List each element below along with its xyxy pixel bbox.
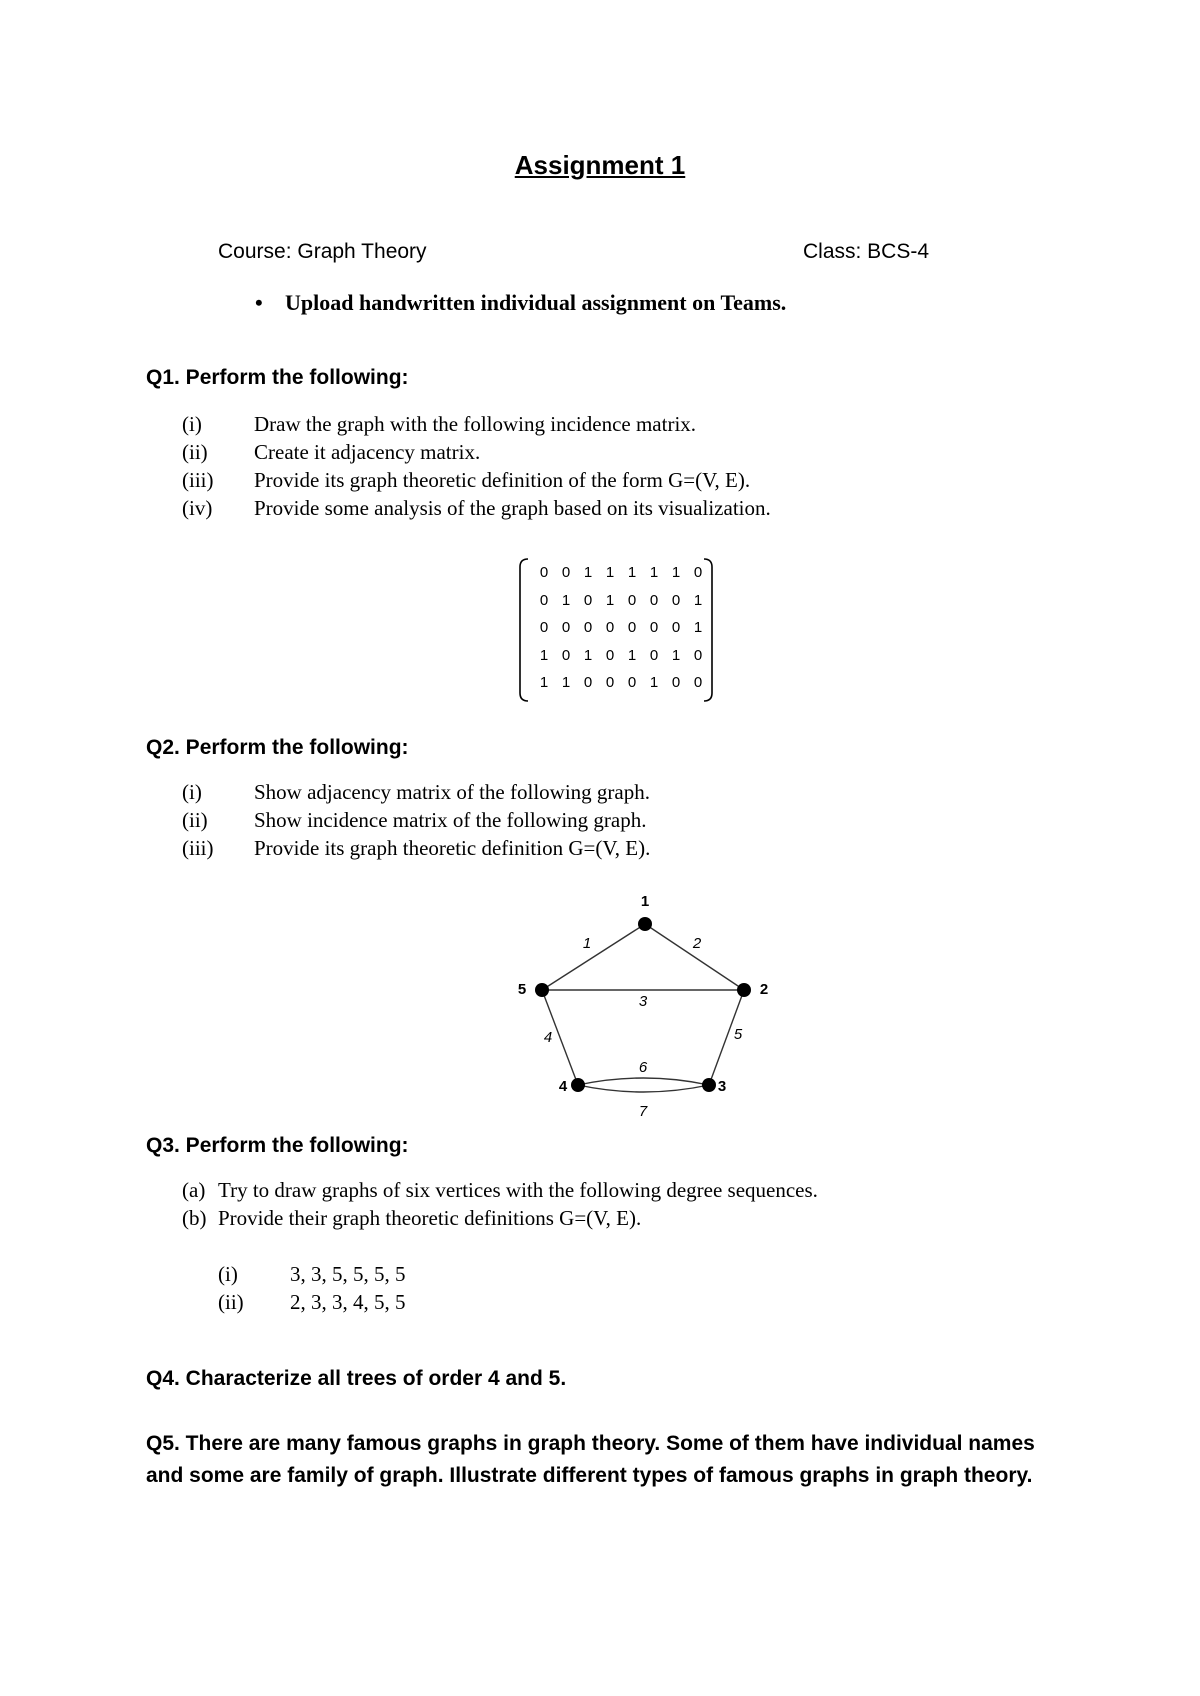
course-label: Course: Graph Theory: [218, 240, 427, 263]
page-title: Assignment 1: [514, 150, 686, 180]
vertex-label: 5: [517, 980, 527, 998]
matrix-cell: 0: [693, 674, 703, 691]
matrix-cell: 1: [627, 646, 637, 664]
item-text: Draw the graph with the following incidence matrix.: [254, 412, 697, 436]
q5-text: Q5. There are many famous graphs in graph theory. Some of them have individual names and some are family of graph. Illustrate different types of famous graphs in graph theory.: [146, 1432, 1035, 1487]
matrix-cell: 0: [627, 591, 637, 609]
matrix-cell: 0: [671, 619, 681, 636]
matrix-cell: 1: [627, 564, 637, 581]
matrix-cell: 0: [649, 646, 659, 664]
matrix-cell: 1: [605, 564, 615, 581]
item-number: (iv): [182, 496, 213, 520]
matrix-cell: 1: [649, 564, 659, 581]
edge-label: 4: [543, 1028, 553, 1046]
vertex-label: 4: [558, 1077, 568, 1095]
matrix-cell: 0: [605, 674, 615, 691]
part-label: (b): [182, 1206, 207, 1230]
degree-sequence: 2, 3, 3, 4, 5, 5: [290, 1290, 406, 1314]
matrix-cell: 0: [693, 564, 703, 581]
matrix-cell: 0: [539, 619, 549, 636]
vertex-label: 1: [640, 892, 650, 910]
item-text: Show incidence matrix of the following graph.: [254, 808, 647, 832]
edge-label: 1: [582, 934, 592, 952]
graph-vertex: [571, 1078, 585, 1092]
graph-vertex: [702, 1078, 716, 1092]
matrix-cell: 1: [671, 646, 681, 664]
class-label: Class: BCS-4: [803, 240, 930, 263]
matrix-cell: 0: [671, 591, 681, 609]
matrix-cell: 0: [561, 564, 571, 581]
matrix-cell: 0: [671, 674, 681, 691]
edge-label: 5: [733, 1025, 743, 1043]
q4-text: Q4. Characterize all trees of order 4 and 5.: [146, 1367, 567, 1390]
matrix-cell: 1: [693, 619, 703, 636]
edge-label: 7: [638, 1102, 648, 1120]
graph-vertex: [737, 983, 751, 997]
item-number: (ii): [218, 1290, 244, 1314]
matrix-cell: 1: [671, 564, 681, 581]
matrix-cell: 1: [561, 591, 571, 609]
matrix-cell: 0: [561, 646, 571, 664]
matrix-cell: 0: [539, 564, 549, 581]
matrix-cell: 1: [649, 674, 659, 691]
item-number: (iii): [182, 836, 214, 860]
edge-label: 6: [638, 1058, 648, 1076]
matrix-cell: 1: [693, 591, 703, 609]
item-text: Create it adjacency matrix.: [254, 440, 481, 464]
matrix-cell: 1: [539, 646, 549, 664]
q2-heading: Q2. Perform the following:: [146, 736, 409, 759]
item-number: (iii): [182, 468, 214, 492]
matrix-cell: 0: [583, 591, 593, 609]
matrix-cell: 1: [561, 674, 571, 691]
degree-sequence: 3, 3, 5, 5, 5, 5: [290, 1262, 406, 1286]
matrix-cell: 1: [539, 674, 549, 691]
matrix-cell: 0: [605, 619, 615, 636]
matrix-cell: 0: [649, 591, 659, 609]
bullet-icon: •: [255, 290, 263, 315]
vertex-label: 2: [759, 980, 769, 998]
item-number: (i): [218, 1262, 238, 1286]
item-number: (i): [182, 780, 202, 804]
graph-edge: [578, 1078, 709, 1085]
matrix-cell: 0: [583, 619, 593, 636]
matrix-cell: 1: [583, 564, 593, 581]
item-text: Show adjacency matrix of the following graph.: [254, 780, 650, 804]
matrix-cell: 0: [561, 619, 571, 636]
matrix-cell: 0: [649, 619, 659, 636]
vertex-label: 3: [717, 1077, 727, 1095]
part-text: Try to draw graphs of six vertices with the following degree sequences.: [218, 1178, 818, 1202]
matrix-cell: 0: [583, 674, 593, 691]
edge-label: 2: [692, 934, 702, 952]
incidence-matrix: [518, 556, 714, 704]
graph-vertex: [638, 917, 652, 931]
item-text: Provide some analysis of the graph based on its visualization.: [254, 496, 771, 520]
item-number: (ii): [182, 440, 208, 464]
matrix-cell: 0: [693, 646, 703, 664]
instruction-text: Upload handwritten individual assignment on Teams.: [285, 290, 787, 315]
instruction-bullet: [255, 290, 786, 316]
part-label: (a): [182, 1178, 206, 1202]
graph-edge: [542, 924, 645, 990]
matrix-cell: 0: [605, 646, 615, 664]
part-text: Provide their graph theoretic definitions G=(V, E).: [218, 1206, 642, 1230]
matrix-cell: 0: [539, 591, 549, 609]
q1-heading: Q1. Perform the following:: [146, 366, 409, 389]
graph-vertex: [535, 983, 549, 997]
item-text: Provide its graph theoretic definition G=(V, E).: [254, 836, 651, 860]
matrix-cell: 0: [627, 619, 637, 636]
graph-edge: [578, 1085, 709, 1092]
matrix-cell: 1: [583, 646, 593, 664]
item-text: Provide its graph theoretic definition of the form G=(V, E).: [254, 468, 751, 492]
q3-heading: Q3. Perform the following:: [146, 1134, 409, 1157]
item-number: (ii): [182, 808, 208, 832]
item-number: (i): [182, 412, 202, 436]
pentagon-graph: [500, 880, 790, 1120]
graph-edge: [645, 924, 744, 990]
matrix-cell: 0: [627, 674, 637, 691]
matrix-cell: 1: [605, 591, 615, 609]
edge-label: 3: [638, 992, 648, 1010]
